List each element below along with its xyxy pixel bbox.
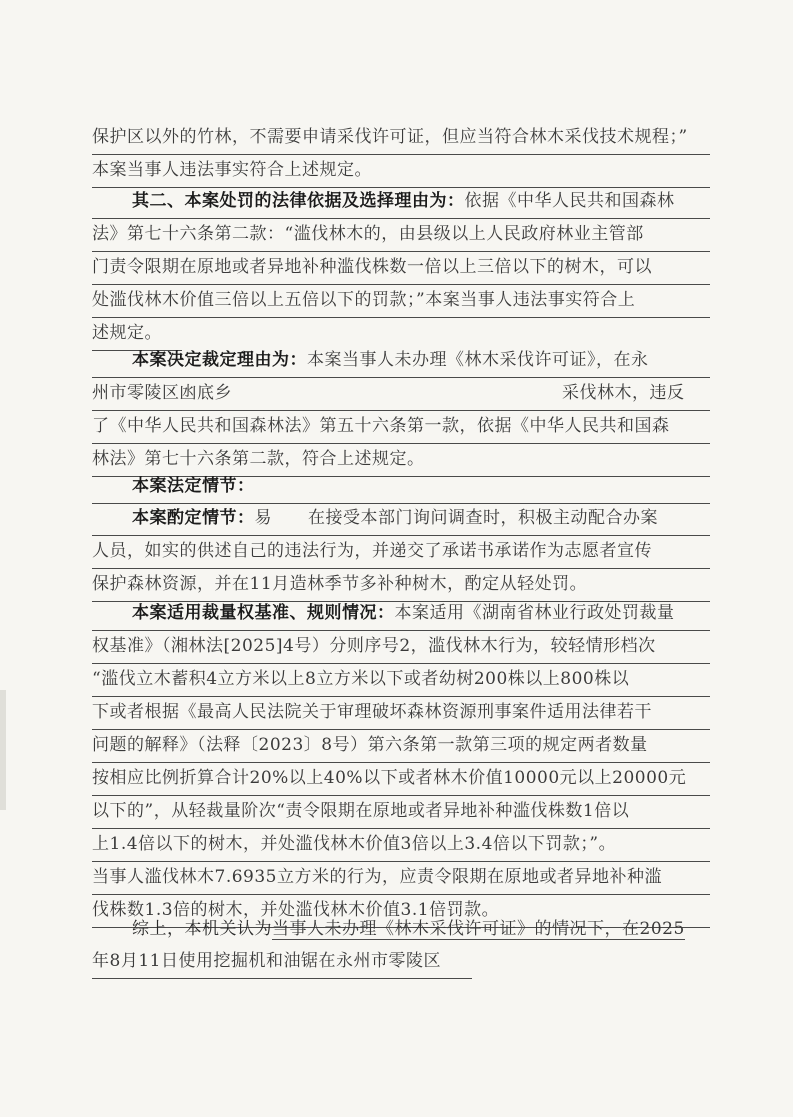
text-fragment: 本案当事人未办理《林木采伐许可证》，在永 <box>307 350 649 370</box>
text-line: 处滥伐林木价值三倍以上五倍以下的罚款；”本案当事人违法事实符合上 <box>92 285 710 318</box>
text-line: 下或者根据《最高人民法院关于审理破坏森林资源刑事案件适用法律若干 <box>92 697 710 730</box>
text-line <box>92 471 710 504</box>
text-line <box>92 186 710 219</box>
text-line: 权基准》（湘林法[2025]4号）分则序号2，滥伐林木行为，较轻情形档次 <box>92 631 710 664</box>
text-fragment: 易 <box>254 508 272 528</box>
text-fragment: 综上，本机关认为 <box>132 919 272 939</box>
text-line <box>92 345 710 378</box>
paragraph-forest-rules <box>92 122 710 188</box>
text-line <box>92 378 710 411</box>
section-heading: 本案酌定情节： <box>132 508 255 528</box>
paragraph-conclusion <box>92 914 710 979</box>
paragraph-discretion-standard <box>92 598 710 928</box>
text-line <box>92 598 710 631</box>
text-line: 以下的”，从轻裁量阶次“责令限期在原地或者异地补种滥伐株数1倍以 <box>92 796 710 829</box>
section-heading: 本案法定情节： <box>132 476 255 496</box>
text-line: 按相应比例折算合计20%以上40%以下或者林木价值10000元以上20000元 <box>92 763 710 796</box>
text-line: 述规定。 <box>92 318 182 351</box>
paragraph-decision-reason <box>92 345 710 477</box>
text-fragment: 在接受本部门询问调查时，积极主动配合办案 <box>308 508 658 528</box>
text-fragment: 本案适用《湖南省林业行政处罚裁量 <box>394 603 675 623</box>
scan-edge-shadow <box>0 690 6 810</box>
text-line: 本案当事人违法事实符合上述规定。 <box>92 155 710 188</box>
text-line: 人员，如实的供述自己的违法行为，并递交了承诺书承诺作为志愿者宣传 <box>92 536 710 569</box>
text-line: 保护区以外的竹林，不需要申请采伐许可证，但应当符合林木采伐技术规程；” <box>92 122 710 155</box>
text-line: “滥伐立木蓄积4立方米以上8立方米以下或者幼树200株以上800株以 <box>92 664 710 697</box>
text-line: 伐株数1.3倍的树木，并处滥伐林木价值3.1倍罚款。 <box>92 895 710 928</box>
section-heading: 本案决定裁定理由为： <box>132 350 307 370</box>
text-line <box>92 914 710 946</box>
text-line: 问题的解释》（法释〔2023〕8号）第六条第一款第三项的规定两者数量 <box>92 730 710 763</box>
text-line: 了《中华人民共和国森林法》第五十六条第一款，依据《中华人民共和国森 <box>92 411 710 444</box>
text-fragment: 依据《中华人民共和国森林 <box>464 191 675 211</box>
paragraph-statutory-circumstances <box>92 471 710 504</box>
section-heading: 其二、本案处罚的法律依据及选择理由为： <box>132 191 465 211</box>
paragraph-discretionary-circumstances <box>92 503 710 602</box>
paragraph-legal-basis <box>92 186 710 351</box>
text-fragment: 采伐林木，违反 <box>562 383 685 403</box>
section-heading: 本案适用裁量权基准、规则情况： <box>132 603 395 623</box>
text-line: 当事人滥伐林木7.6935立方米的行为，应责令限期在原地或者异地补种滥 <box>92 862 710 895</box>
text-line: 保护森林资源，并在11月造林季节多补种树木，酌定从轻处罚。 <box>92 569 710 602</box>
text-line: 年8月11日使用挖掘机和油锯在永州市零陵区 <box>92 946 472 979</box>
text-fragment: 州市零陵区凼底乡 <box>92 383 232 403</box>
text-line <box>92 503 710 536</box>
text-line: 上1.4倍以下的树木，并处滥伐林木价值3倍以上3.4倍以下罚款；”。 <box>92 829 710 862</box>
text-line: 法》第七十六条第二款：“滥伐林木的，由县级以上人民政府林业主管部 <box>92 219 710 252</box>
text-fragment: 当事人未办理《林木采伐许可证》的情况下，在2025 <box>272 919 685 939</box>
text-line: 林法》第七十六条第二款，符合上述规定。 <box>92 444 710 477</box>
text-line: 门责令限期在原地或者异地补种滥伐株数一倍以上三倍以下的树木，可以 <box>92 252 710 285</box>
